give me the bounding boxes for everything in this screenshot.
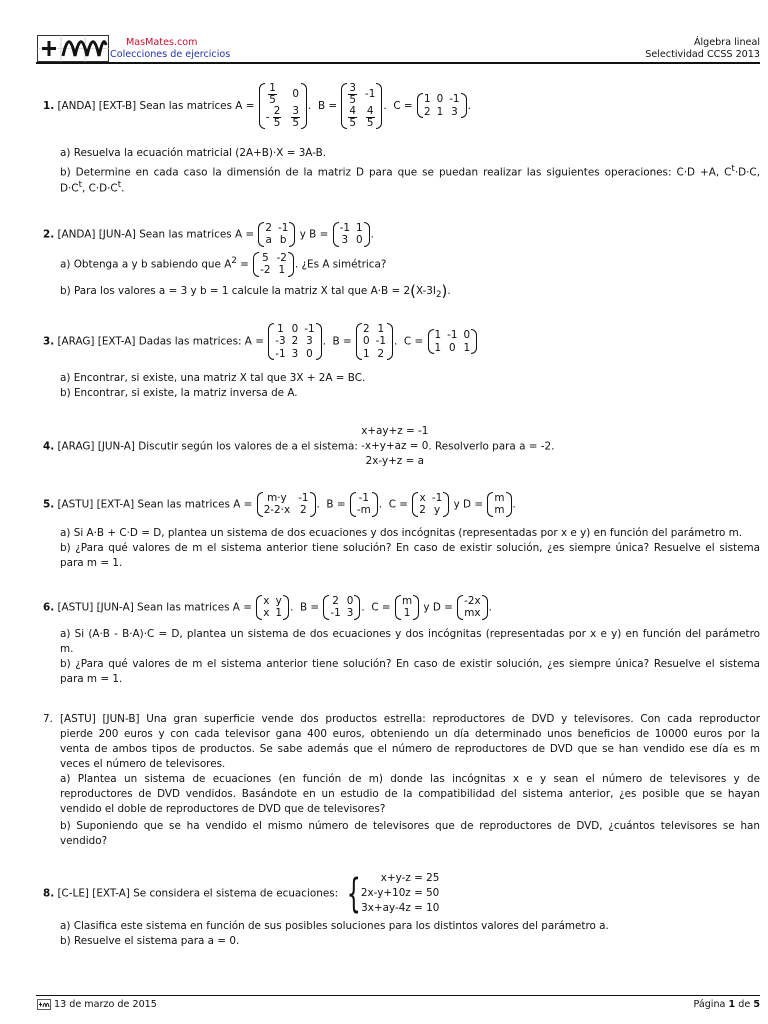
matrix-c: m 1 <box>394 595 420 620</box>
header-rule <box>36 62 760 64</box>
matrix-a: m·y -1 2-2·x 2 <box>256 492 317 517</box>
exercise-5-part-b: b) ¿Para qué valores de m el sistema anterior tiene solución? En caso de existir solución, ¿es siempre única? Resuelve el sistema <box>60 542 760 554</box>
exercise-lead: [ANDA] [EXT-B] Sean las matrices A = <box>57 99 255 112</box>
matrix-c: 1 -1 0 1 0 1 <box>427 329 479 354</box>
matrix-b: 2 0 -1 3 <box>322 595 361 620</box>
exercise-2: 2. [ANDA] [JUN-A] Sean las matrices A = 2 -1 a b y B = -1 1 3 0 . <box>43 222 374 247</box>
exercise-3-part-a: a) Encontrar, si existe, una matriz X tal que 3X + 2A = BC. <box>60 372 366 384</box>
matrix-a-squared: 5 -2 -2 1 <box>252 252 295 277</box>
exercise-6-part-a: a) Si (A·B - B·A)·C = D, plantea un sistema de dos ecuaciones y dos incógnitas (representadas por x e y) en función del parámetro <box>60 628 760 640</box>
exam-title: Selectividad CCSS 2013 <box>645 49 760 60</box>
exercise-1: 1. [ANDA] [EXT-B] Sean las matrices A = $\frac{1}{5}$ 0 - $\frac{2}{5}$ $\frac{3}{5}$ . B = $\frac{3}{5}$ -1 $\frac{4}{5}$ $\frac{4}{5}$ . C = 1 0 -1 2 1 3 . <box>43 82 471 129</box>
brace-icon: { <box>347 870 362 917</box>
footer-rule <box>36 995 760 996</box>
matrix-d: -2x mx <box>456 595 489 620</box>
exercise-7-part-a-end: vendido el doble de reproductores de DVD que de televisores? <box>60 803 386 815</box>
matrix-c: 1 0 -1 2 1 3 <box>416 93 468 118</box>
matrix-a: x y x 1 <box>255 595 290 620</box>
exercise-7-part-a: a) Plantea un sistema de ecuaciones (en función de m) donde las incógnitas x e y sean el número de televisores y de <box>60 773 760 785</box>
exercise-number: 1. <box>43 99 55 112</box>
footer-page: Página 1 de 5 <box>693 999 760 1010</box>
exercise-7-part-b: b) Suponiendo que se ha vendido el mismo número de televisores que de reproductores de DVD, ¿cuántos televisores se han <box>60 820 760 832</box>
matrix-d: m m <box>486 492 512 517</box>
exercise-7-line-4: veces el número de televisores. <box>60 758 226 770</box>
exercise-1-part-b-cont: $D\cdot C^t$, $C\cdot D\cdot C^t$. <box>60 180 125 195</box>
exercise-6: 6. [ASTU] [JUN-A] Sean las matrices A = x y x 1 . B = 2 0 -1 3 . C = m 1 y D = -2x mx . <box>43 595 492 620</box>
exercise-8-part-a: a) Clasifica este sistema en función de sus posibles soluciones para los distintos valores del parámetro a. <box>60 920 609 932</box>
matrix-b: 2 1 0 -1 1 2 <box>355 323 394 360</box>
footer-date: 13 de marzo de 2015 <box>54 999 157 1010</box>
exercise-1-part-a: a) Resuelva la ecuación matricial (2A+B)·X = 3A-B. <box>60 147 327 159</box>
exercise-8: 8. [C-LE] [EXT-A] Se considera el sistema de ecuaciones: { x+y-z = 25 2x-y+10z = 50 3x+ay-4z = 10 <box>43 870 440 917</box>
exercise-1-part-b: b) Determine en cada caso la dimensión de la matriz D para que se puedan realizar las siguientes operaciones: C·D +A, $C^t\cdot D\cdot C$, <box>60 164 760 179</box>
exercise-7-line-3: venta de ambos tipos de productos. Se sabe además que el número de reproductores de DVD que se han vendido ese día es m <box>60 743 760 755</box>
exercise-3-part-b: b) Encontrar, si existe, la matriz inversa de A. <box>60 387 298 399</box>
exercise-5: 5. [ASTU] [EXT-A] Sean las matrices A = m·y -1 2-2·x 2 . B = -1 -m . C = x -1 2 y y D = m m . <box>43 492 516 517</box>
matrix-b: -1 1 3 0 <box>332 222 371 247</box>
exercise-2-part-b: b) Para los valores a = 3 y b = 1 calcule la matriz X tal que $A\cdot B = 2(X-3I_2)$. <box>60 282 451 301</box>
equation-system: x+y-z = 25 2x-y+10z = 50 3x+ay-4z = 10 <box>360 872 440 915</box>
exercise-7-part-b-cont: vendido? <box>60 835 108 847</box>
matrix-c: x -1 2 y <box>411 492 450 517</box>
matrix-b: -1 -m <box>349 492 379 517</box>
exercise-7-part-a-cont: reproductores de DVD vendidos. Basándote en un estudio de la compatibilidad del sistema anterior, ¿es posible que se hayan <box>60 788 760 800</box>
exercise-4: 4. [ARAG] [JUN-A] Discutir según los valores de a el sistema: x+ay+z = -1 -x+y+az = 0 2x-y+z = a. Resolverlo para a = -2. <box>43 424 554 469</box>
subject-title: Álgebra lineal <box>693 37 760 48</box>
equation-system: x+ay+z = -1 -x+y+az = 0 2x-y+z = a <box>361 425 429 468</box>
matrix-a: 1 0 -1 -3 2 3 -1 3 0 <box>267 323 322 360</box>
exercise-6-part-b-cont: para m = 1. <box>60 673 123 685</box>
matrix-b: $\frac{3}{5}$ -1 $\frac{4}{5}$ $\frac{4}{5}$ <box>340 83 383 129</box>
exercise-6-part-b: b) ¿Para qué valores de m el sistema anterior tiene solución? En caso de existir solución, ¿es siempre única? Resuelve el sistema <box>60 658 760 670</box>
exercise-7-number: 7. <box>43 713 53 725</box>
masmates-logo-icon <box>37 35 109 62</box>
exercise-7-line-1: [ASTU] [JUN-B] Una gran superficie vende dos productos estrella: reproductores de DVD y televisores. Con cada reproductor <box>60 713 760 725</box>
masmates-small-logo-icon <box>37 999 51 1010</box>
exercise-6-part-a-cont: m. <box>60 643 74 655</box>
exercise-7-line-2: pierde 200 euros y con cada televisor gana 400 euros, obteniendo un día determinado unos beneficios de 10000 euros por la <box>60 728 760 740</box>
exercise-2-part-a: a) Obtenga a y b sabiendo que $A^2$ = 5 -2 -2 1 . ¿Es A simétrica? <box>60 252 387 277</box>
exercise-8-part-b: b) Resuelve el sistema para a = 0. <box>60 935 240 947</box>
brand-subtitle: Colecciones de ejercicios <box>110 49 231 60</box>
exercise-5-part-b-cont: para m = 1. <box>60 557 123 569</box>
matrix-a: $\frac{1}{5}$ 0 - $\frac{2}{5}$ $\frac{3}{5}$ <box>258 83 308 129</box>
matrix-a: 2 -1 a b <box>257 222 296 247</box>
exercise-3: 3. [ARAG] [EXT-A] Dadas las matrices: A = 1 0 -1 -3 2 3 -1 3 0 . B = 2 1 0 -1 1 2 . C = 1 -1 0 1 0 1 <box>43 323 478 360</box>
exercise-5-part-a: a) Si A·B + C·D = D, plantea un sistema de dos ecuaciones y dos incógnitas (representadas por x e y) en función del parámetro m. <box>60 527 743 539</box>
brand-name[interactable]: MasMates.com <box>126 37 198 48</box>
